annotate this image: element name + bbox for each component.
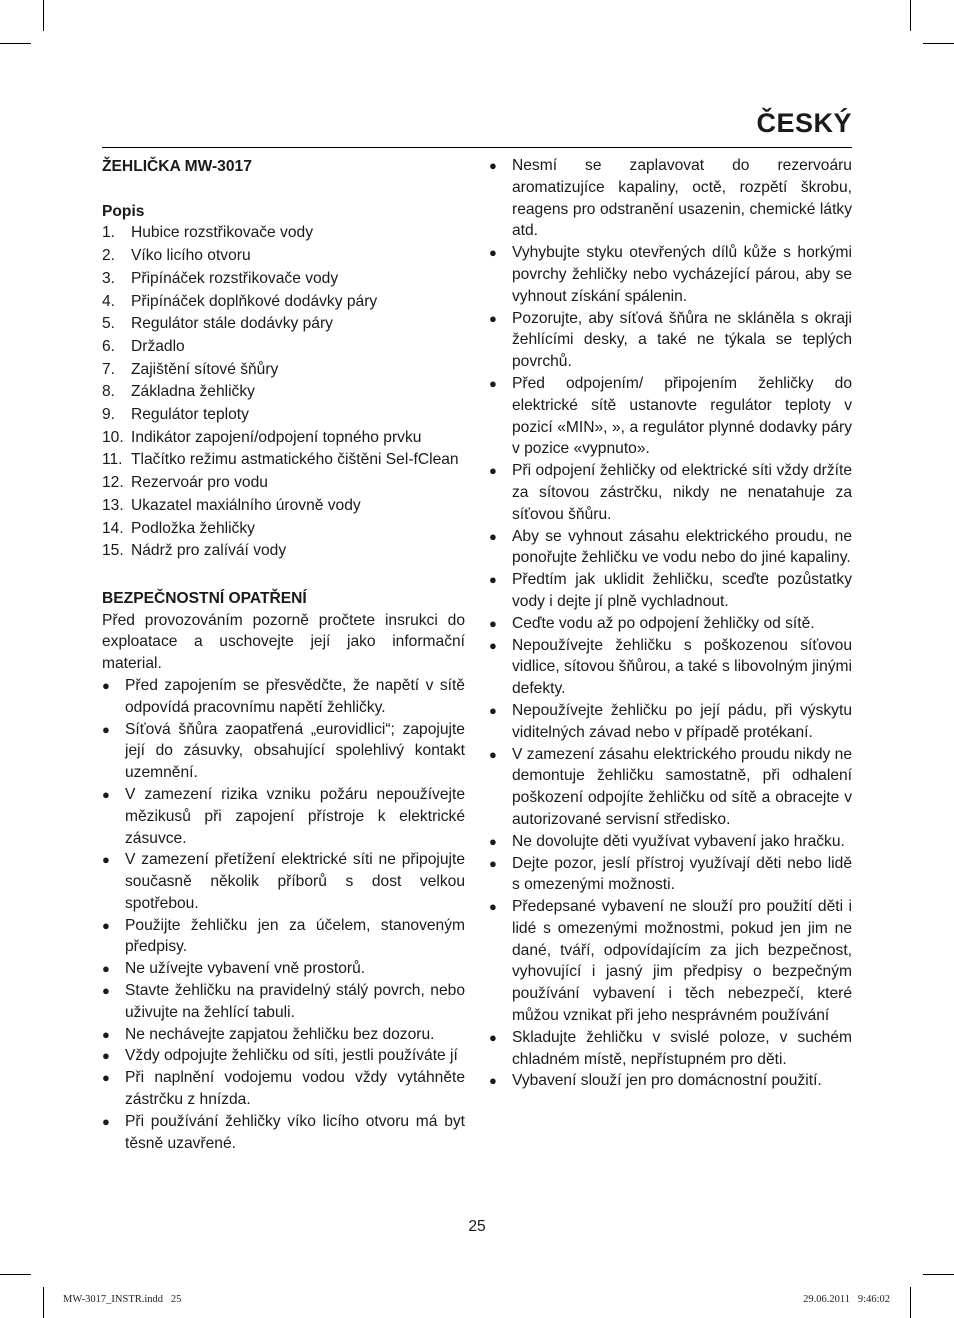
bullet-item bbox=[489, 853, 852, 897]
bullet-icon: ● bbox=[489, 833, 497, 849]
slug-timestamp: 29.06.2011 9:46:02 bbox=[803, 1294, 890, 1305]
list-item-text: Základna žehličky bbox=[131, 383, 255, 401]
bullet-item bbox=[489, 242, 852, 307]
bullet-text: V zamezení rizika vzniku požáru nepoužívejte mězikusů při zapojení přístroje k elektrické zásuvce. bbox=[125, 785, 465, 847]
bullet-item bbox=[102, 1067, 465, 1111]
bullet-text: Nepoužívejte žehličku po její pádu, při výskytu viditelných závad nebo v případě protékaní. bbox=[512, 701, 852, 741]
bullet-icon: ● bbox=[102, 1048, 110, 1064]
header-rule bbox=[102, 147, 852, 148]
list-item-text: Hubice rozstřikovače vody bbox=[131, 224, 314, 242]
bullet-item bbox=[489, 744, 852, 831]
bullet-item bbox=[489, 700, 852, 744]
bullet-icon: ● bbox=[102, 917, 110, 933]
bullet-text: Skladujte žehličku v svislé poloze, v suchém chladném místě, nepřístupném pro děti. bbox=[512, 1028, 852, 1068]
bullet-icon: ● bbox=[102, 786, 110, 802]
bullet-text: Předtím jak uklidit žehličku, sceďte pozůstatky vody i dejte jí plně vychladnout. bbox=[512, 571, 852, 610]
bullet-text: Stavte žehličku na pravidelný stálý povrch, nebo uživujte na žehlící tabuli. bbox=[125, 982, 465, 1021]
list-item-number: 4. bbox=[102, 292, 116, 310]
list-item bbox=[102, 404, 465, 427]
bullet-item bbox=[102, 675, 465, 719]
bullet-item bbox=[489, 460, 852, 525]
list-item-text: Regulátor teploty bbox=[131, 406, 249, 424]
bullet-item bbox=[102, 980, 465, 1024]
list-item bbox=[102, 359, 465, 382]
bullet-icon: ● bbox=[489, 158, 497, 173]
crop-mark bbox=[923, 43, 954, 44]
list-item-text: Připínáček doplňkové dodávky páry bbox=[131, 292, 378, 310]
list-item bbox=[102, 449, 465, 472]
crop-mark bbox=[43, 0, 44, 31]
list-item-number: 11. bbox=[102, 451, 123, 469]
list-item-text: Připínáček rozstřikovače vody bbox=[131, 269, 339, 287]
bullet-text: Vyhybujte styku otevřených dílů kůže s horkými povrchy žehličky nebo vycházející párou, aby se vyhnout získání spálenin. bbox=[512, 244, 852, 305]
list-item bbox=[102, 495, 465, 518]
bullet-item bbox=[102, 784, 465, 849]
list-item-number: 10. bbox=[102, 428, 124, 446]
bullet-icon: ● bbox=[102, 1113, 110, 1129]
bullet-item bbox=[102, 1024, 465, 1046]
list-item-text: Držadlo bbox=[131, 337, 185, 355]
left-column bbox=[102, 155, 465, 1154]
bullet-icon: ● bbox=[102, 983, 110, 999]
bullet-text: Při naplnění vodojemu vodou vždy vytáhněte zástrčku z hnízda. bbox=[125, 1069, 465, 1109]
bullet-item bbox=[489, 569, 852, 613]
list-item-text: Víko licího otvoru bbox=[131, 247, 251, 265]
list-item-text: Rezervoár pro vodu bbox=[131, 474, 268, 492]
right-column bbox=[489, 155, 852, 1092]
list-item-text: Ukazatel maxiálního úrovně vody bbox=[131, 496, 361, 514]
list-item-text: Nádrž pro zalíváí vody bbox=[131, 542, 287, 560]
list-item bbox=[102, 268, 465, 291]
list-item bbox=[102, 472, 465, 495]
bullet-icon: ● bbox=[489, 899, 497, 915]
list-item bbox=[102, 540, 465, 563]
safety-intro: Před provozováním pozorně pročtete insrukci do exploatace a uschovejte její jako informační material. bbox=[102, 611, 465, 673]
bullet-item bbox=[102, 849, 465, 914]
bullet-item bbox=[489, 308, 852, 373]
safety-heading: BEZPEČNOSTNÍ OPATŘENÍ bbox=[102, 589, 307, 607]
bullet-item bbox=[102, 719, 465, 784]
list-item-number: 1. bbox=[102, 224, 116, 242]
bullet-icon: ● bbox=[489, 310, 497, 326]
list-item-text: Regulátor stále dodávky páry bbox=[131, 315, 333, 333]
list-item-number: 12. bbox=[102, 474, 124, 492]
crop-mark bbox=[0, 43, 31, 44]
bullet-icon: ● bbox=[489, 746, 497, 762]
bullet-text: Dejte pozor, jeslí přístroj využívají děti nebo lidě s omezenými možnosti. bbox=[512, 854, 852, 894]
list-item-number: 5. bbox=[102, 315, 116, 333]
bullet-icon: ● bbox=[489, 1073, 497, 1089]
list-item-text: Tlačítko režimu astmatického čištěni Sel-fClean bbox=[131, 451, 459, 469]
bullet-text: Při odpojení žehličky od elektrické síti vždy držíte za sítovou zástrčku, nikdy ne nenatahuje za síťovou šňůru. bbox=[512, 462, 852, 523]
list-item bbox=[102, 313, 465, 336]
bullet-text: Před zapojením se přesvědčte, že napětí v sítě odpovídá pracovnímu napětí žehličky. bbox=[125, 676, 465, 716]
bullet-icon: ● bbox=[102, 852, 110, 868]
list-item bbox=[102, 336, 465, 359]
description-heading: Popis bbox=[102, 202, 145, 220]
bullet-item bbox=[489, 1070, 852, 1092]
bullet-icon: ● bbox=[102, 677, 110, 693]
list-item bbox=[102, 381, 465, 404]
bullet-icon: ● bbox=[102, 1026, 110, 1042]
bullet-item bbox=[489, 635, 852, 700]
bullet-icon: ● bbox=[102, 1070, 110, 1086]
bullet-text: Vybavení slouží jen pro domácnostní použití. bbox=[512, 1072, 822, 1090]
bullet-item bbox=[489, 1027, 852, 1071]
crop-mark bbox=[0, 1274, 31, 1275]
list-item-number: 6. bbox=[102, 337, 116, 355]
bullet-icon: ● bbox=[489, 463, 497, 479]
bullet-text: Použijte žehličku jen za účelem, stanoveným předpisy. bbox=[125, 916, 465, 956]
bullet-text: Nepoužívejte žehličku s poškozenou síťovou vidlice, sítovou šňůrou, a také s libovolným jinými defekty. bbox=[512, 636, 852, 698]
list-item-text: Indikátor zapojení/odpojení topného prvku bbox=[131, 428, 422, 446]
bullet-icon: ● bbox=[489, 375, 497, 391]
bullet-icon: ● bbox=[489, 637, 497, 653]
bullet-icon: ● bbox=[489, 855, 497, 871]
bullet-text: Ne užívejte vybavení vně prostorů. bbox=[125, 960, 366, 978]
bullet-text: Ne nechávejte zapjatou žehličku bez dozoru. bbox=[125, 1025, 435, 1043]
safety-list-left bbox=[102, 675, 465, 1155]
bullet-text: Nesmí se zaplavovat do rezervoáru aromatizujíce kapaliny, octě, rozpětí škrobu, reagens pro odstranění usazenin, chemické látky atd. bbox=[512, 157, 852, 240]
bullet-item bbox=[102, 1045, 465, 1067]
slug-filename: MW-3017_INSTR.indd 25 bbox=[63, 1294, 182, 1305]
page-number: 25 bbox=[468, 1218, 486, 1235]
bullet-text: V zamezení přetížení elektrické síti ne připojujte současně několik příborů s dost velkou spotřebou. bbox=[125, 851, 465, 912]
bullet-icon: ● bbox=[102, 721, 110, 737]
bullet-icon: ● bbox=[489, 572, 497, 588]
bullet-text: Předepsané vybavení ne slouží pro použití děti i lidé s omezenými možnostmi, pokud jen jim ne dané, tváří, odpovídajícím za jich bezpečnost, vyhovující i jasný jim předpisy o bezpečným používání vybavení i těch nebezpečí, které můžou vznikat při jeho nesprávném používání bbox=[512, 898, 852, 1025]
list-item bbox=[102, 427, 465, 450]
bullet-text: Ne dovolujte děti využívat vybavení jako hračku. bbox=[512, 832, 845, 850]
parts-list bbox=[102, 222, 465, 563]
bullet-text: Pozorujte, aby síťová šňůra ne skláněla s okraji žehlícími desky, a také ne týkala se teplých povrchů. bbox=[512, 309, 852, 371]
list-item-number: 9. bbox=[102, 406, 116, 424]
list-item-number: 13. bbox=[102, 496, 124, 514]
bullet-icon: ● bbox=[489, 245, 497, 261]
language-title: ČESKÝ bbox=[756, 108, 852, 138]
list-item-number: 14. bbox=[102, 519, 124, 537]
crop-mark bbox=[910, 0, 911, 31]
bullet-item bbox=[102, 958, 465, 980]
crop-mark bbox=[43, 1287, 44, 1318]
bullet-icon: ● bbox=[489, 528, 497, 544]
list-item bbox=[102, 291, 465, 314]
bullet-icon: ● bbox=[489, 1029, 497, 1045]
bullet-text: Aby se vyhnout zásahu elektrického proudu, ne ponořujte žehličku ve vodu nebo do jiné kapaliny. bbox=[512, 527, 852, 567]
bullet-text: Ceďte vodu až po odpojení žehličky od sítě. bbox=[512, 614, 815, 632]
crop-mark bbox=[923, 1274, 954, 1275]
list-item-number: 3. bbox=[102, 269, 116, 287]
safety-list-right bbox=[489, 155, 852, 1092]
list-item-number: 15. bbox=[102, 542, 124, 560]
bullet-text: Síťová šňůra zaopatřená „eurovidlici“; zapojujte její do zásuvky, obsahující spolehlivý kontakt uzemnění. bbox=[125, 720, 465, 782]
bullet-icon: ● bbox=[102, 961, 110, 977]
bullet-item bbox=[489, 155, 852, 242]
bullet-text: V zamezení zásahu elektrického proudu nikdy ne demontuje žehličku samostatně, při odhalení poškození odpojíte žehličku od sítě a obracejte v autorizované servisní středisko. bbox=[512, 745, 852, 828]
list-item bbox=[102, 245, 465, 268]
bullet-icon: ● bbox=[489, 615, 497, 631]
list-item-number: 2. bbox=[102, 247, 116, 265]
bullet-item bbox=[489, 526, 852, 570]
bullet-item bbox=[102, 915, 465, 959]
list-item-text: Zajištění sítové šňůry bbox=[131, 360, 279, 378]
list-item-text: Podložka žehličky bbox=[131, 519, 255, 537]
crop-mark bbox=[910, 1287, 911, 1318]
list-item bbox=[102, 222, 465, 245]
bullet-item bbox=[102, 1111, 465, 1155]
list-item bbox=[102, 518, 465, 541]
document-title: ŽEHLIČKA MW-3017 bbox=[102, 158, 252, 175]
bullet-icon: ● bbox=[489, 702, 497, 718]
bullet-text: Před odpojením/ připojením žehličky do elektrické sítě ustanovte regulátor teploty v pozicí «MIN», », a regulátor plynné dodavky páry v pozice «vypnuto». bbox=[512, 374, 852, 458]
bullet-item bbox=[489, 896, 852, 1027]
bullet-text: Při používání žehličky víko licího otvoru má byt těsně uzavřené. bbox=[125, 1112, 465, 1152]
bullet-text: Vždy odpojujte žehličku od síti, jestli používáte jí bbox=[125, 1047, 458, 1065]
bullet-item bbox=[489, 373, 852, 460]
bullet-item bbox=[489, 831, 852, 853]
list-item-number: 8. bbox=[102, 383, 116, 401]
list-item-number: 7. bbox=[102, 360, 116, 378]
bullet-item bbox=[489, 613, 852, 635]
